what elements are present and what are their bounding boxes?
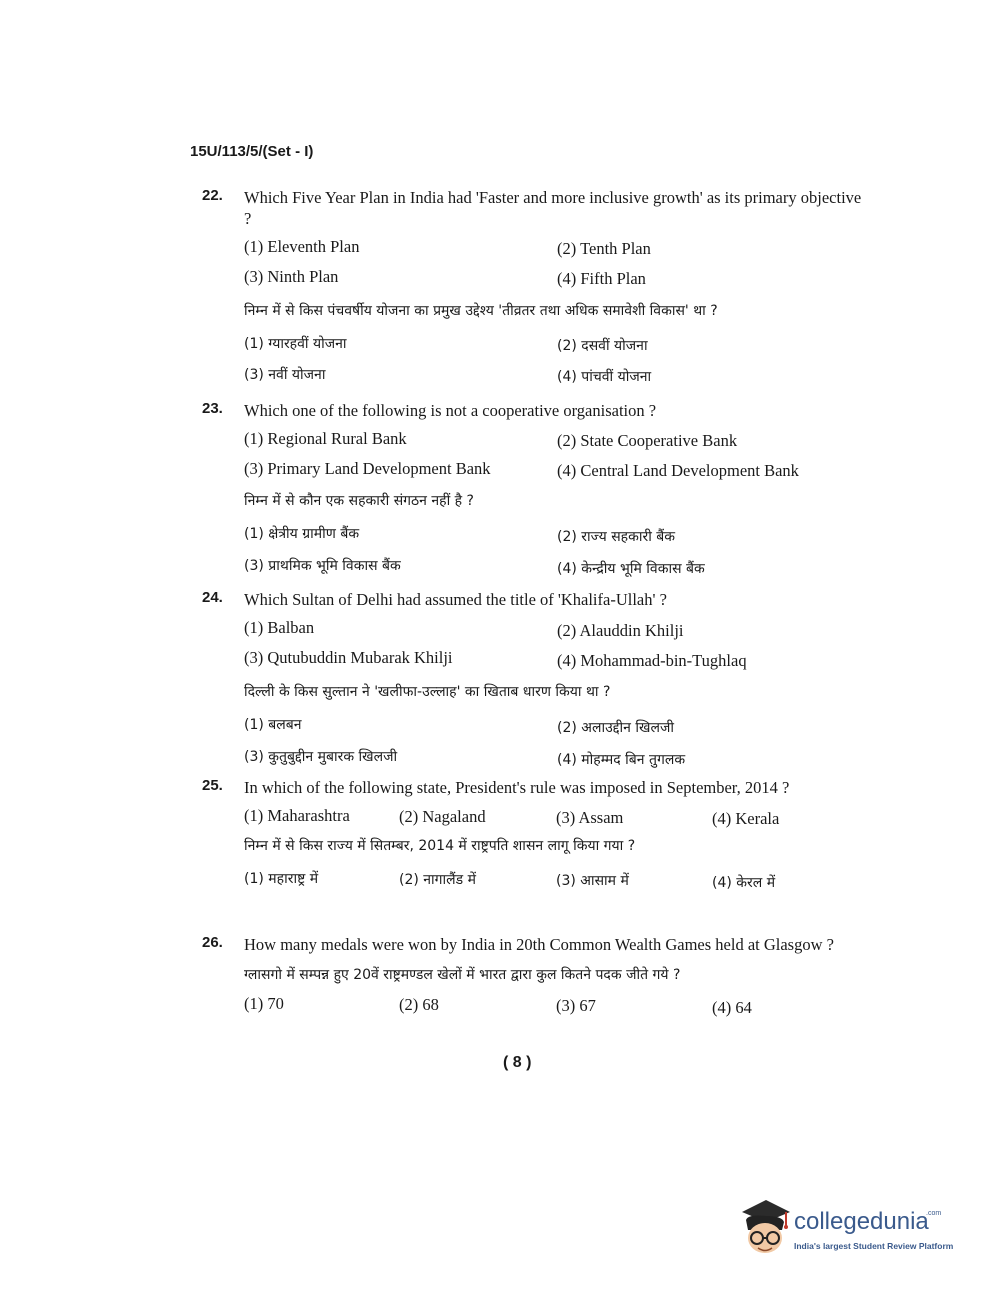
option-3: (3) Ninth Plan	[244, 267, 339, 286]
option-1-hi: (1) बलबन	[244, 717, 302, 733]
option-4-hi: (4) केन्द्रीय भूमि विकास बैंक	[557, 561, 705, 577]
question-text-en: Which Five Year Plan in India had 'Faster and more inclusive growth' as its primary objective ?	[244, 188, 862, 228]
question-text-hi: ग्लासगो में सम्पन्न हुए 20वें राष्ट्रमण्डल खेलों में भारत द्वारा कुल कितने पदक जीते गये ?	[244, 967, 681, 983]
option-4: (4) Fifth Plan	[557, 269, 646, 288]
option-2: (2) Nagaland	[399, 807, 486, 826]
option-3-hi: (3) नवीं योजना	[244, 367, 326, 383]
option-1: (1) Balban	[244, 618, 315, 637]
option-2: (2) Tenth Plan	[557, 239, 651, 258]
option-1: (1) Regional Rural Bank	[244, 429, 407, 448]
paper-code: 15U/113/5/(Set - I)	[190, 143, 314, 160]
question-text-en: Which one of the following is not a cooperative organisation ?	[244, 401, 657, 420]
brand-logo	[736, 1196, 966, 1266]
option-4-hi: (4) मोहम्मद बिन तुगलक	[557, 752, 686, 768]
question-23	[202, 400, 872, 586]
option-3-hi: (3) आसाम में	[556, 873, 629, 889]
option-3-hi: (3) कुतुबुद्दीन मुबारक खिलजी	[244, 749, 398, 765]
option-3-hi: (3) प्राथमिक भूमि विकास बैंक	[244, 558, 401, 574]
option-1-hi: (1) क्षेत्रीय ग्रामीण बैंक	[244, 526, 360, 542]
option-1: (1) Maharashtra	[244, 806, 350, 825]
option-2: (2) State Cooperative Bank	[557, 431, 738, 450]
question-text-hi: निम्न में से किस राज्य में सितम्बर, 2014 में राष्ट्रपति शासन लागू किया गया ?	[244, 838, 636, 854]
question-text-hi: निम्न में से किस पंचवर्षीय योजना का प्रमुख उद्देश्य 'तीव्रतर तथा अधिक समावेशी विकास' था ?	[244, 303, 718, 319]
mascot-icon	[736, 1196, 792, 1260]
option-1: (1) 70	[244, 994, 284, 1013]
question-text-en: How many medals were won by India in 20th Common Wealth Games held at Glasgow ?	[244, 935, 834, 954]
option-3: (3) 67	[556, 996, 596, 1015]
option-2-hi: (2) नागालैंड में	[399, 872, 476, 888]
question-number: 26.	[202, 934, 223, 951]
question-24	[202, 589, 872, 777]
option-3: (3) Assam	[556, 808, 624, 827]
option-3: (3) Primary Land Development Bank	[244, 459, 491, 478]
option-2-hi: (2) अलाउद्दीन खिलजी	[557, 720, 674, 736]
option-3: (3) Qutubuddin Mubarak Khilji	[244, 648, 453, 667]
question-text-en: Which Sultan of Delhi had assumed the title of 'Khalifa-Ullah' ?	[244, 590, 667, 609]
question-text-en: In which of the following state, President's rule was imposed in September, 2014 ?	[244, 778, 790, 797]
option-4: (4) 64	[712, 998, 752, 1017]
question-number: 25.	[202, 777, 223, 794]
option-2: (2) 68	[399, 995, 439, 1014]
brand-name: collegedunia	[794, 1208, 929, 1235]
question-25	[202, 777, 872, 899]
option-4: (4) Mohammad-bin-Tughlaq	[557, 651, 747, 670]
option-1-hi: (1) ग्यारहवीं योजना	[244, 336, 347, 352]
page-number: ( 8 )	[503, 1054, 532, 1071]
question-text-hi: निम्न में से कौन एक सहकारी संगठन नहीं है ?	[244, 493, 474, 509]
option-2-hi: (2) दसवीं योजना	[557, 338, 648, 354]
question-number: 24.	[202, 589, 223, 606]
option-1: (1) Eleventh Plan	[244, 237, 360, 256]
option-4: (4) Central Land Development Bank	[557, 461, 799, 480]
option-2: (2) Alauddin Khilji	[557, 621, 684, 640]
question-number: 22.	[202, 187, 223, 204]
question-number: 23.	[202, 400, 223, 417]
question-26	[202, 934, 872, 1024]
option-2-hi: (2) राज्य सहकारी बैंक	[557, 529, 676, 545]
brand-suffix: .com	[926, 1210, 942, 1217]
option-1-hi: (1) महाराष्ट्र में	[244, 871, 319, 887]
option-4-hi: (4) केरल में	[712, 875, 776, 891]
brand-tagline: India's largest Student Review Platform	[794, 1241, 954, 1251]
option-4-hi: (4) पांचवीं योजना	[557, 369, 652, 385]
question-22	[202, 187, 872, 396]
option-4: (4) Kerala	[712, 809, 780, 828]
question-text-hi: दिल्ली के किस सुल्तान ने 'खलीफा-उल्लाह' का खिताब धारण किया था ?	[244, 684, 611, 700]
